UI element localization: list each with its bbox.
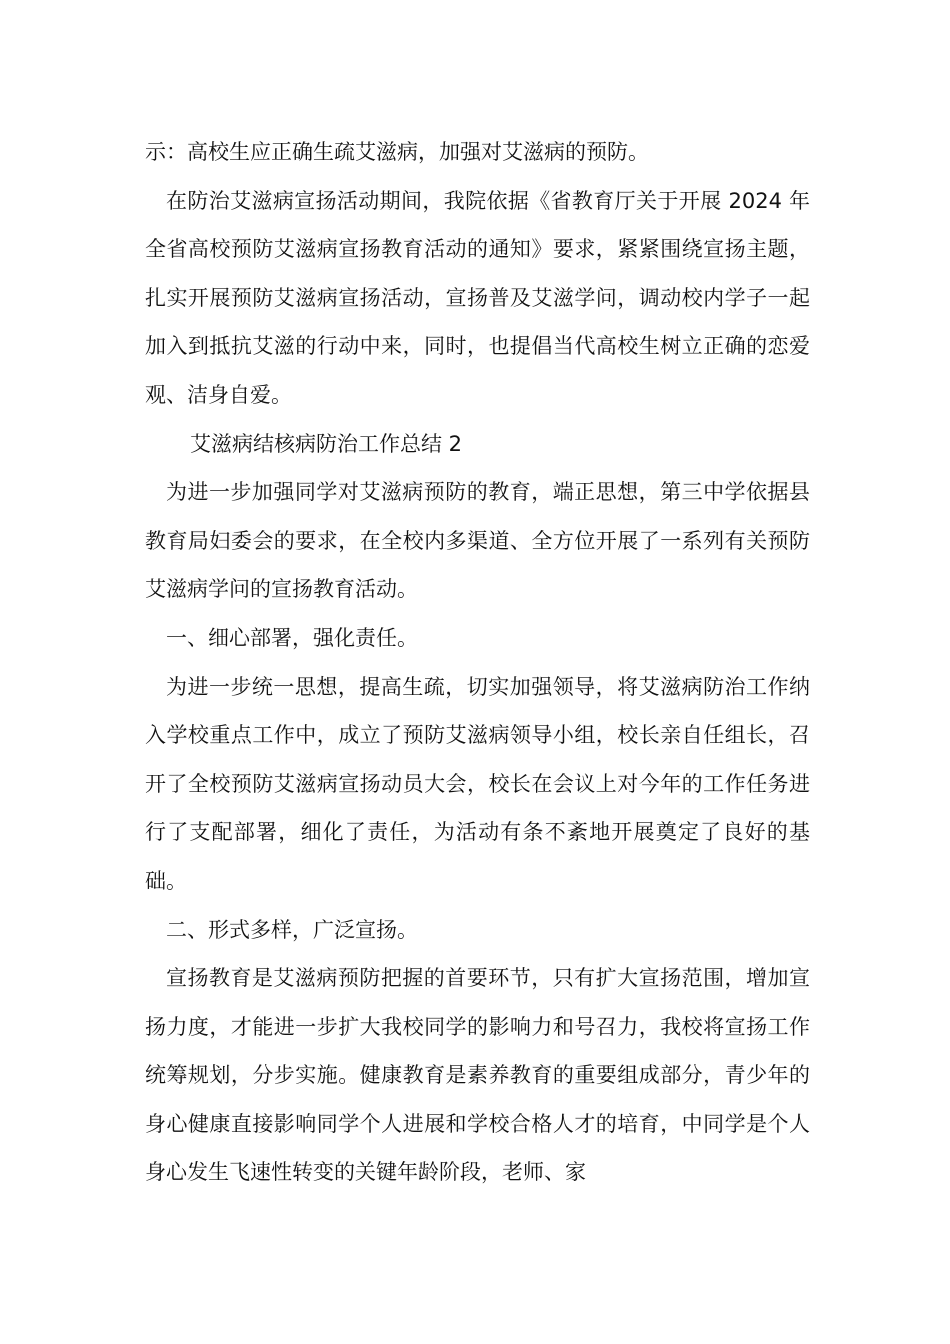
subheading-deployment: 一、细心部署，强化责任。 — [166, 625, 418, 650]
paragraph-continuation: 示：高校生应正确生疏艾滋病，加强对艾滋病的预防。 — [145, 140, 649, 164]
paragraph-intro: 为进一步加强同学对艾滋病预防的教育，端正思想，第三中学依据县教育局妇委会的要求，在全校内多渠道、全方位开展了一系列有关预防艾滋病学问的宣扬教育活动。 — [145, 480, 810, 602]
document-body — [145, 128, 810, 1197]
section-heading-summary-2: 艾滋病结核病防治工作总结 2 — [190, 431, 463, 456]
paragraph-publicity: 宣扬教育是艾滋病预防把握的首要环节，只有扩大宣扬范围，增加宣扬力度，才能进一步扩大我校同学的影响力和号召力，我校将宣扬工作统筹规划，分步实施。健康教育是素养教育的重要组成部分，青少年的身心健康直接影响同学个人进展和学校合格人才的培育，中同学是个人身心发生飞速性转变的关键年龄阶段，老师、家 — [145, 966, 810, 1185]
subheading-publicity: 二、形式多样，广泛宣扬。 — [166, 917, 418, 942]
paragraph-campaign-summary: 在防治艾滋病宣扬活动期间，我院依据《省教育厅关于开展 2024 年全省高校预防艾滋病宣扬教育活动的通知》要求，紧紧围绕宣扬主题，扎实开展预防艾滋病宣扬活动，宣扬普及艾滋学问，调动校内学子一起加入到抵抗艾滋的行动中来，同时，也提倡当代高校生树立正确的恋爱观、洁身自爱。 — [145, 188, 810, 407]
paragraph-deployment: 为进一步统一思想，提高生疏，切实加强领导，将艾滋病防治工作纳入学校重点工作中，成立了预防艾滋病领导小组，校长亲自任组长，召开了全校预防艾滋病宣扬动员大会，校长在会议上对今年的工作任务进行了支配部署，细化了责任，为活动有条不紊地开展奠定了良好的基础。 — [145, 674, 810, 893]
